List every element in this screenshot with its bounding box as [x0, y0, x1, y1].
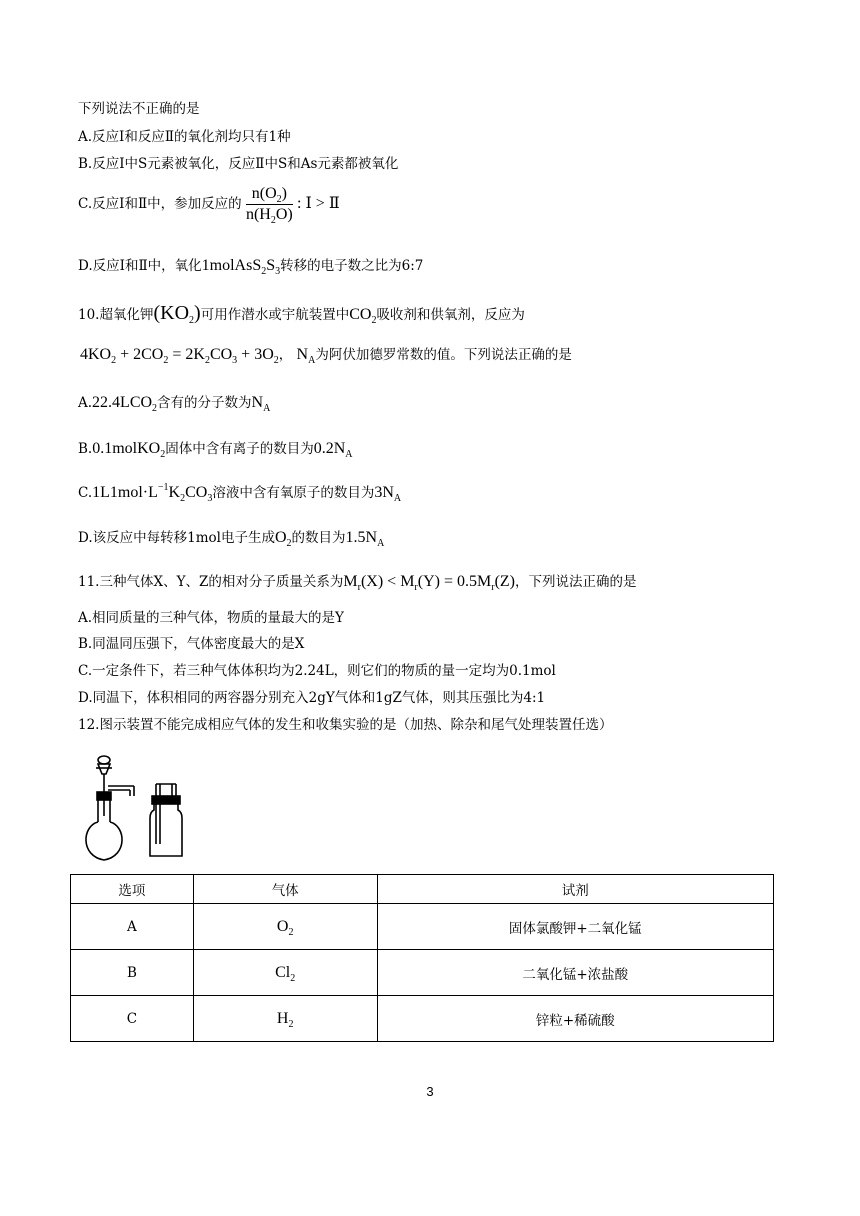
table-header-row	[71, 875, 774, 904]
q11-option-d: D.同温下，体积相同的两容器分别充入2gY气体和1gZ气体，则其压强比为4:1	[78, 690, 546, 706]
q10-option-b: B.0.1molKO$_2$固体中含有离子的数目为$0.2N_A$	[78, 440, 353, 460]
table-row	[71, 996, 774, 1042]
q12-options-table	[70, 874, 774, 1042]
q9-option-d: D.反应Ⅰ和Ⅱ中，氧化$1molAsS_2S_3$转移的电子数之比为6:7	[78, 257, 424, 277]
option-cell: B	[71, 950, 194, 996]
molar-mass-relation: $M_r(X) < M_r(Y) = 0.5M_r(Z)$	[343, 573, 516, 593]
q10-equation-line: $4KO_2 + 2CO_2 = 2K_2CO_3 + 3O_2$， $N_A$为阿伏加德罗常数的值。下列说法正确的是	[80, 346, 572, 366]
ratio-fraction	[245, 185, 293, 226]
q9-stem: 下列说法不正确的是	[78, 101, 200, 117]
gas-cell: $O_2$	[193, 904, 377, 950]
table-row	[71, 950, 774, 996]
q11-option-a: A.相同质量的三种气体，物质的量最大的是Y	[78, 610, 344, 626]
q9-option-b: B.反应Ⅰ中S元素被氧化，反应Ⅱ中S和As元素都被氧化	[78, 156, 399, 172]
fraction-numerator: $n(O_2)$	[246, 186, 293, 205]
q10-stem-line1: 10.超氧化钾$(KO_2)$可用作潜水或宇航装置中$CO_2$吸收剂和供氧剂，反应为	[78, 302, 525, 326]
q11-option-b: B.同温同压强下，气体密度最大的是X	[78, 636, 305, 652]
q11-stem: 11.三种气体X、Y、Z的相对分子质量关系为$M_r(X) < M_r(Y) = 0.5M_r(Z)$，下列说法正确的是	[78, 573, 637, 593]
reaction-equation: $4KO_2 + 2CO_2 = 2K_2CO_3 + 3O_2$	[80, 346, 279, 366]
q10-option-a: $A.22.4LCO_2$含有的分子数为$N_A$	[78, 394, 271, 414]
reagent-cell: 固体氯酸钾+二氧化锰	[377, 904, 773, 950]
option-cell: A	[71, 904, 194, 950]
table-header-gas: 气体	[193, 875, 377, 904]
q10-option-c: $C.1L1mol\cdot L^{-1}K_2CO_3$溶液中含有氧原子的数目为$3N_A$	[78, 482, 402, 504]
option-cell: C	[71, 996, 194, 1042]
q9-option-a: A.反应Ⅰ和反应Ⅱ的氧化剂均只有1种	[78, 129, 291, 145]
gas-cell: $Cl_2$	[193, 950, 377, 996]
reagent-cell: 二氧化锰+浓盐酸	[377, 950, 773, 996]
table-header-reagent: 试剂	[377, 875, 773, 904]
q11-option-c: C.一定条件下，若三种气体体积均为2.24L，则它们的物质的量一定均为0.1mol	[78, 663, 556, 679]
q9-option-c-prefix: C.反应Ⅰ和Ⅱ中，参加反应的	[78, 196, 242, 212]
q9-option-c	[78, 185, 340, 226]
gas-apparatus-figure	[76, 752, 196, 864]
gas-cell: $H_2$	[193, 996, 377, 1042]
gas-collecting-bottle-icon	[150, 784, 182, 856]
q12-stem: 12.图示装置不能完成相应气体的发生和收集实验的是（加热、除杂和尾气处理装置任选）	[78, 717, 613, 733]
table-header-option: 选项	[71, 875, 194, 904]
q10-option-d: D.该反应中每转移1mol电子生成$O_2$的数目为$1.5N_A$	[78, 529, 385, 549]
page-number: 3	[426, 1084, 434, 1099]
table-row	[71, 904, 774, 950]
q9-option-c-suffix: : Ⅰ > Ⅱ	[297, 195, 340, 212]
reagent-cell: 锌粒+稀硫酸	[377, 996, 773, 1042]
fraction-denominator: $n(H_2O)$	[245, 206, 293, 226]
flask-with-funnel-icon	[86, 756, 134, 860]
